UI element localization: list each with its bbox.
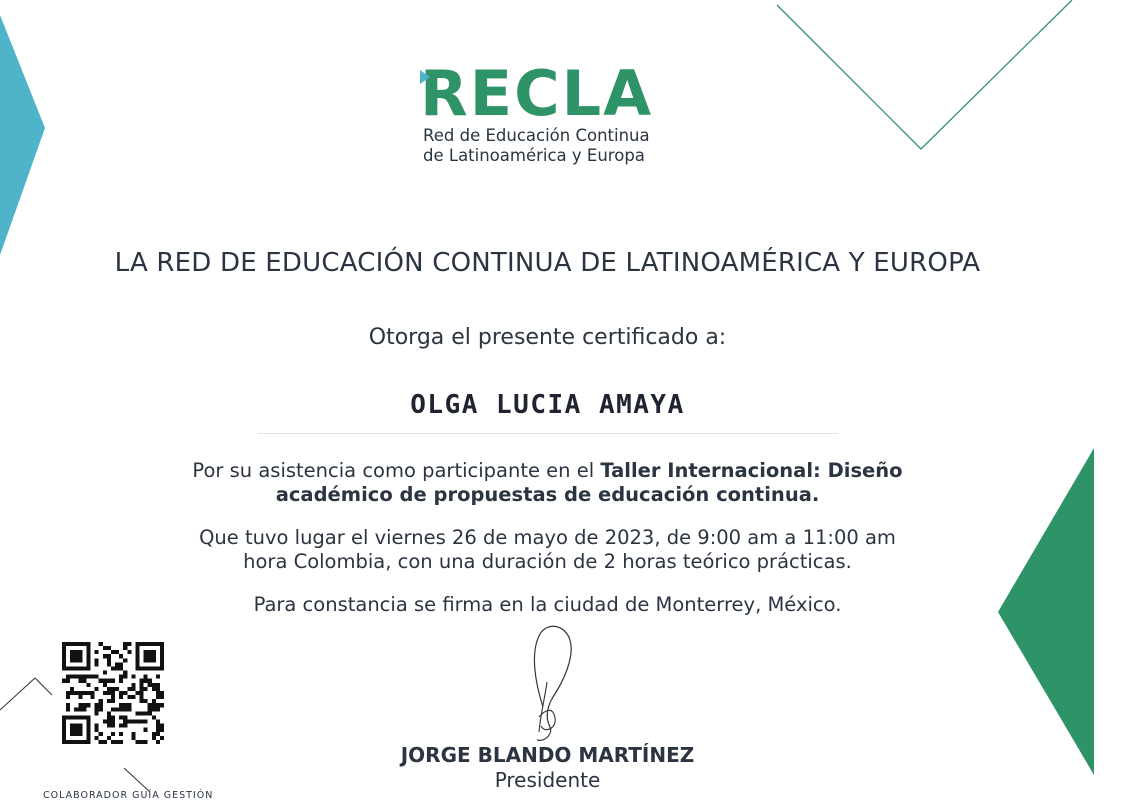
place-paragraph: Para constancia se firma en la ciudad de Monterrey, México. xyxy=(253,593,842,616)
bottom-left-line-chevron xyxy=(0,678,52,710)
logo-subtitle-line-2: de Latinoamérica y Europa xyxy=(423,146,645,165)
attendance-prefix: Por su asistencia como participante en el xyxy=(192,459,601,482)
signer-name: JORGE BLANDO MARTÍNEZ xyxy=(400,743,695,767)
collaborator-label: COLABORADOR GUÍA GESTIÓN xyxy=(43,790,214,801)
course-title-line-1: Taller Internacional: Diseño xyxy=(600,459,903,482)
date-line-1: Que tuvo lugar el viernes 26 de mayo de 2023, de 9:00 am a 11:00 am xyxy=(199,526,896,549)
name-divider xyxy=(258,433,838,434)
teal-left-chevron xyxy=(0,15,45,255)
signer-role: Presidente xyxy=(494,768,601,792)
recla-logo xyxy=(420,57,680,166)
top-right-line-chevron xyxy=(777,0,1072,149)
course-title-line-2: académico de propuestas de educación continua. xyxy=(275,483,820,506)
date-line-2: hora Colombia, con una duración de 2 horas teórico prácticas. xyxy=(243,550,852,573)
signature-icon xyxy=(515,622,585,747)
date-paragraph xyxy=(0,526,1095,574)
recipient-name: OLGA LUCIA AMAYA xyxy=(410,390,685,420)
organization-name: LA RED DE EDUCACIÓN CONTINUA DE LATINOAMÉRICA Y EUROPA xyxy=(114,248,981,278)
grant-statement: Otorga el presente certificado a: xyxy=(368,325,727,350)
logo-subtitle xyxy=(423,126,680,166)
logo-wordmark xyxy=(420,57,680,130)
attendance-paragraph xyxy=(0,459,1095,507)
logo-subtitle-line-1: Red de Educación Continua xyxy=(423,126,650,145)
qr-code-icon xyxy=(62,642,164,744)
logo-text: RECLA xyxy=(420,57,654,130)
logo-arrow-icon xyxy=(420,70,430,84)
